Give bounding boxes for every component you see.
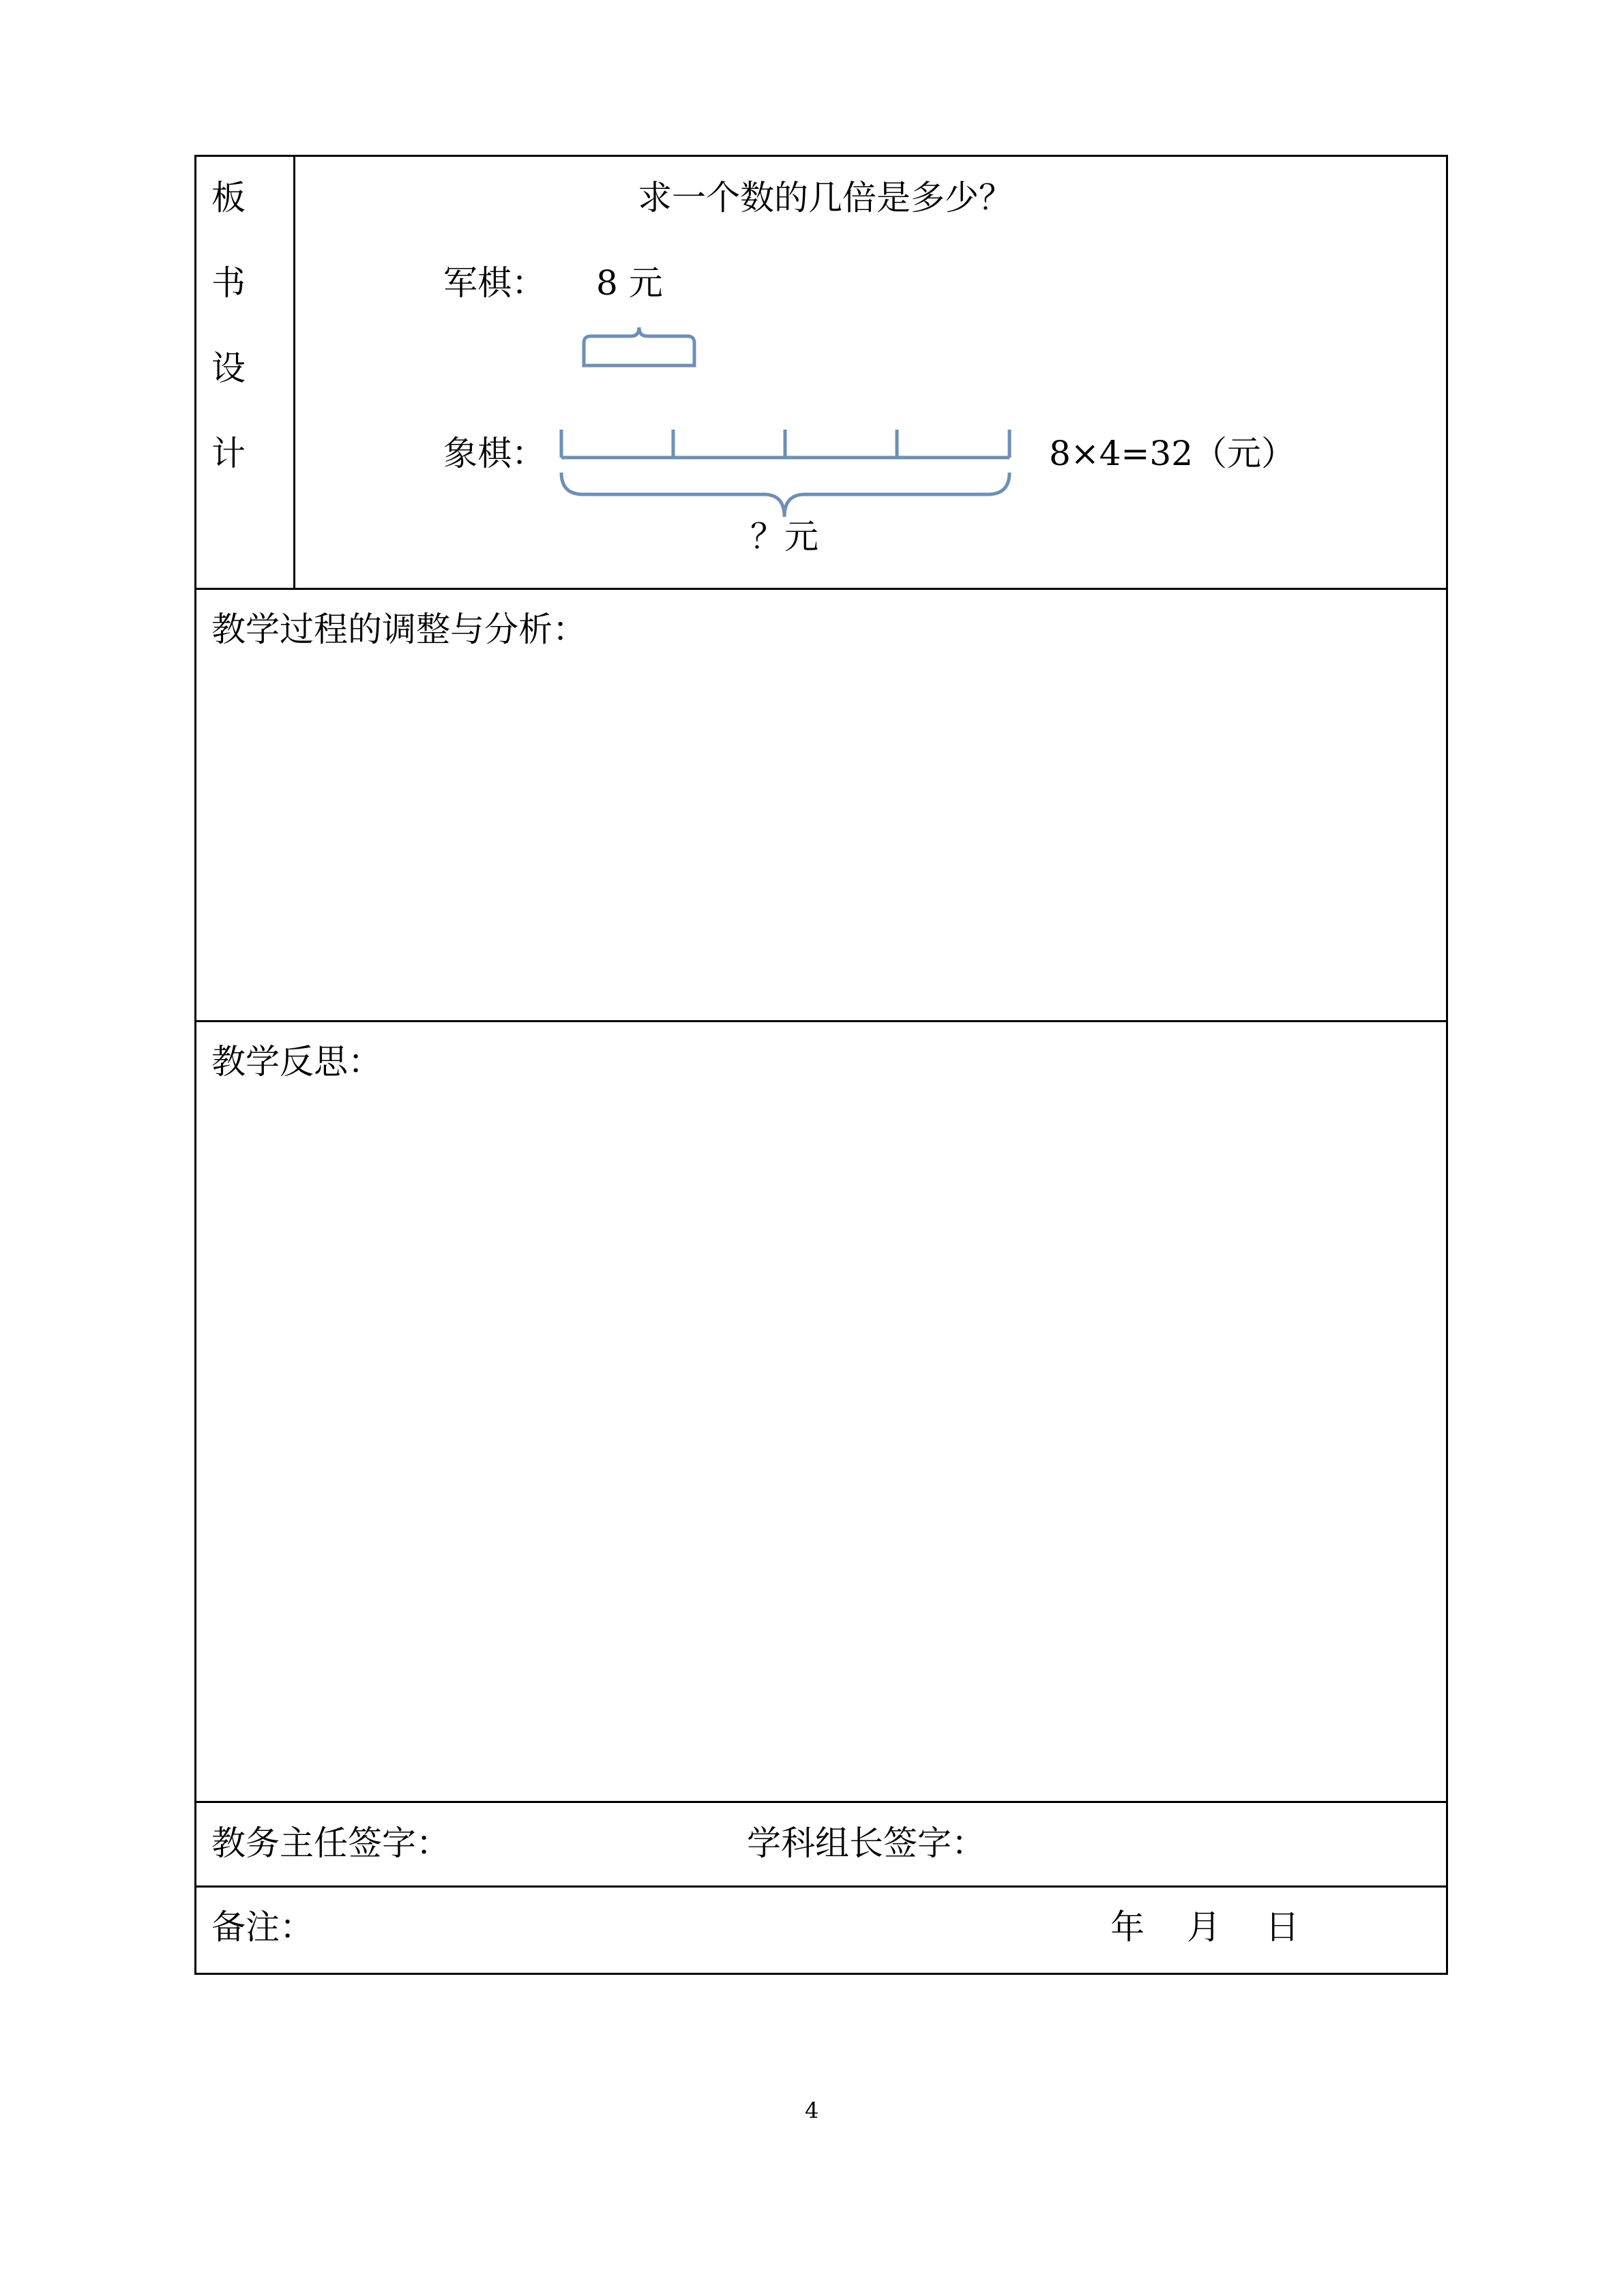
- junqi-value: 8 元: [596, 263, 663, 303]
- side-label-char-4: 计: [211, 434, 246, 473]
- date-day: 日: [1265, 1907, 1299, 1947]
- adjustment-label: 教学过程的调整与分析：: [211, 610, 587, 649]
- director-signature-label: 教务主任签字：: [211, 1823, 450, 1863]
- xiangqi-label: 象棋：: [443, 434, 546, 473]
- junqi-brace: [584, 327, 694, 366]
- board-title: 求一个数的几倍是多少？: [638, 178, 1013, 218]
- remarks-label: 备注：: [211, 1907, 314, 1947]
- reflection-label: 教学反思：: [211, 1042, 382, 1082]
- date-month: 月: [1187, 1907, 1221, 1947]
- page-number: 4: [805, 2098, 819, 2123]
- equation: 8×4=32（元）: [1049, 434, 1296, 473]
- side-label-char-2: 书: [211, 263, 246, 303]
- date-year: 年: [1110, 1907, 1145, 1947]
- xiangqi-brace: [561, 473, 1009, 517]
- group-leader-signature-label: 学科组长签字：: [747, 1823, 986, 1863]
- junqi-label: 军棋：: [443, 263, 546, 303]
- side-label-char-3: 设: [211, 348, 246, 388]
- unknown-total: ？元: [750, 517, 818, 556]
- side-label-char-1: 板: [211, 178, 246, 218]
